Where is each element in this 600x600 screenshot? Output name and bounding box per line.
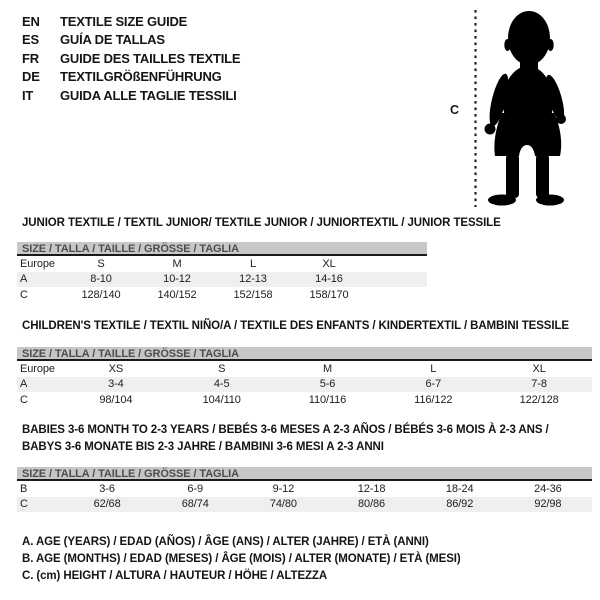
row-label: A bbox=[20, 273, 28, 286]
junior-size-table bbox=[17, 242, 427, 303]
children-section-title: CHILDREN'S TEXTILE / TEXTIL NIÑO/A / TEXTILE DES ENFANTS / KINDERTEXTIL / BAMBINI TESSILE bbox=[22, 320, 569, 332]
size-cell: 104/110 bbox=[202, 393, 241, 406]
table-row-region bbox=[17, 361, 592, 377]
size-cell: 4-5 bbox=[213, 378, 230, 391]
size-cell: 110/116 bbox=[308, 393, 347, 406]
legend-line-c: C. (cm) HEIGHT / ALTURA / HAUTEUR / HÖHE / ALTEZZA bbox=[22, 570, 328, 583]
size-cell: 158/170 bbox=[309, 288, 349, 301]
language-title: GUÍA DE TALLAS bbox=[60, 32, 165, 48]
row-label: C bbox=[20, 288, 28, 301]
size-cell: 122/128 bbox=[519, 393, 559, 406]
language-row-en bbox=[22, 13, 240, 31]
size-cell: 5-6 bbox=[319, 378, 336, 391]
size-cell: 86/92 bbox=[446, 498, 474, 511]
size-cell: 3-6 bbox=[99, 482, 115, 495]
table-row-height bbox=[17, 287, 427, 303]
babies-title-line2: BABYS 3-6 MONATE BIS 2-3 JAHRE / BAMBINI 3-6 MESI A 2-3 ANNI bbox=[22, 440, 384, 453]
spacer-cell bbox=[367, 272, 427, 288]
table-row-age bbox=[17, 272, 427, 288]
size-cell: 12-13 bbox=[239, 273, 267, 286]
table-row-height bbox=[17, 497, 592, 513]
row-label: Europe bbox=[20, 362, 55, 375]
language-row-de bbox=[22, 68, 240, 86]
size-cell: 3-4 bbox=[108, 378, 124, 391]
junior-table bbox=[17, 256, 427, 303]
babies-title-line1: BABIES 3-6 MONTH TO 2-3 YEARS / BEBÉS 3-6 MESES A 2-3 AÑOS / BÉBÉS 3-6 MOIS À 2-3 ANS / bbox=[22, 424, 549, 436]
language-title: TEXTILGRÖßENFÜHRUNG bbox=[60, 69, 222, 85]
language-row-it bbox=[22, 87, 240, 105]
language-code: EN bbox=[22, 14, 40, 29]
size-cell: 80/86 bbox=[358, 498, 386, 511]
size-cell: 140/152 bbox=[157, 288, 197, 301]
size-cell: 74/80 bbox=[269, 498, 297, 511]
size-cell: 116/122 bbox=[414, 393, 453, 406]
size-cell: 14-16 bbox=[315, 273, 343, 286]
children-size-header-bar: SIZE / TALLA / TAILLE / GRÖSSE / TAGLIA bbox=[17, 347, 592, 361]
size-cell: 8-10 bbox=[90, 273, 112, 286]
junior-size-header-bar: SIZE / TALLA / TAILLE / GRÖSSE / TAGLIA bbox=[17, 242, 427, 256]
row-label: Europe bbox=[20, 257, 55, 270]
size-cell: 12-18 bbox=[357, 482, 386, 495]
babies-table bbox=[17, 481, 592, 512]
toddler-silhouette-icon bbox=[470, 8, 582, 210]
size-cell: XL bbox=[322, 257, 336, 270]
height-measure-label: C bbox=[450, 103, 460, 117]
junior-section-title: JUNIOR TEXTILE / TEXTIL JUNIOR/ TEXTILE JUNIOR / JUNIORTEXTIL / JUNIOR TESSILE bbox=[22, 217, 501, 229]
legend-line-a: A. AGE (YEARS) / EDAD (AÑOS) / ÂGE (ANS) / ALTER (JAHRE) / ETÀ (ANNI) bbox=[22, 536, 429, 548]
size-cell: 128/140 bbox=[81, 288, 121, 301]
size-cell: 6-9 bbox=[187, 482, 204, 495]
language-row-es bbox=[22, 31, 240, 49]
spacer-cell bbox=[367, 287, 427, 303]
size-cell: XL bbox=[532, 362, 546, 375]
language-title: GUIDE DES TAILLES TEXTILE bbox=[60, 50, 241, 66]
size-cell: M bbox=[172, 257, 182, 270]
babies-size-table bbox=[17, 467, 592, 512]
language-code: ES bbox=[22, 32, 39, 48]
babies-section-title bbox=[22, 422, 549, 455]
row-label: C bbox=[20, 498, 28, 511]
size-cell: 6-7 bbox=[425, 378, 442, 391]
row-label: A bbox=[20, 378, 28, 391]
size-cell: 62/68 bbox=[93, 498, 121, 511]
row-label: B bbox=[20, 482, 28, 495]
language-code: DE bbox=[22, 69, 40, 85]
size-cell: S bbox=[97, 257, 105, 270]
size-cell: 24-36 bbox=[534, 482, 562, 495]
language-code: IT bbox=[22, 87, 34, 103]
size-cell: S bbox=[218, 362, 226, 375]
table-row-age bbox=[17, 377, 592, 393]
size-cell: 98/104 bbox=[99, 393, 133, 406]
size-cell: 10-12 bbox=[163, 273, 191, 286]
legend-line-b: B. AGE (MONTHS) / EDAD (MESES) / ÂGE (MOIS) / ALTER (MONATE) / ETÀ (MESI) bbox=[22, 553, 461, 566]
size-cell: 152/158 bbox=[233, 288, 273, 301]
size-cell: 7-8 bbox=[531, 378, 547, 391]
row-label: C bbox=[20, 393, 28, 406]
size-cell: 92/98 bbox=[534, 498, 562, 511]
language-title: GUIDA ALLE TAGLIE TESSILI bbox=[60, 87, 237, 103]
spacer-cell bbox=[367, 256, 427, 272]
size-cell: XS bbox=[108, 362, 124, 375]
children-table bbox=[17, 361, 592, 408]
table-row-region bbox=[17, 256, 427, 272]
size-cell: 9-12 bbox=[272, 482, 295, 495]
children-size-table bbox=[17, 347, 592, 408]
language-code: FR bbox=[22, 50, 39, 66]
size-cell: M bbox=[322, 362, 333, 375]
language-title: TEXTILE SIZE GUIDE bbox=[60, 14, 188, 29]
measure-legend bbox=[22, 534, 461, 586]
language-row-fr bbox=[22, 50, 240, 68]
language-list bbox=[22, 13, 240, 105]
size-cell: 18-24 bbox=[445, 482, 474, 495]
table-row-age-months bbox=[17, 481, 592, 497]
size-cell: L bbox=[430, 362, 437, 375]
size-cell: 68/74 bbox=[181, 498, 209, 511]
size-cell: L bbox=[249, 257, 257, 270]
babies-size-header-bar: SIZE / TALLA / TAILLE / GRÖSSE / TAGLIA bbox=[17, 467, 592, 481]
table-row-height bbox=[17, 392, 592, 408]
